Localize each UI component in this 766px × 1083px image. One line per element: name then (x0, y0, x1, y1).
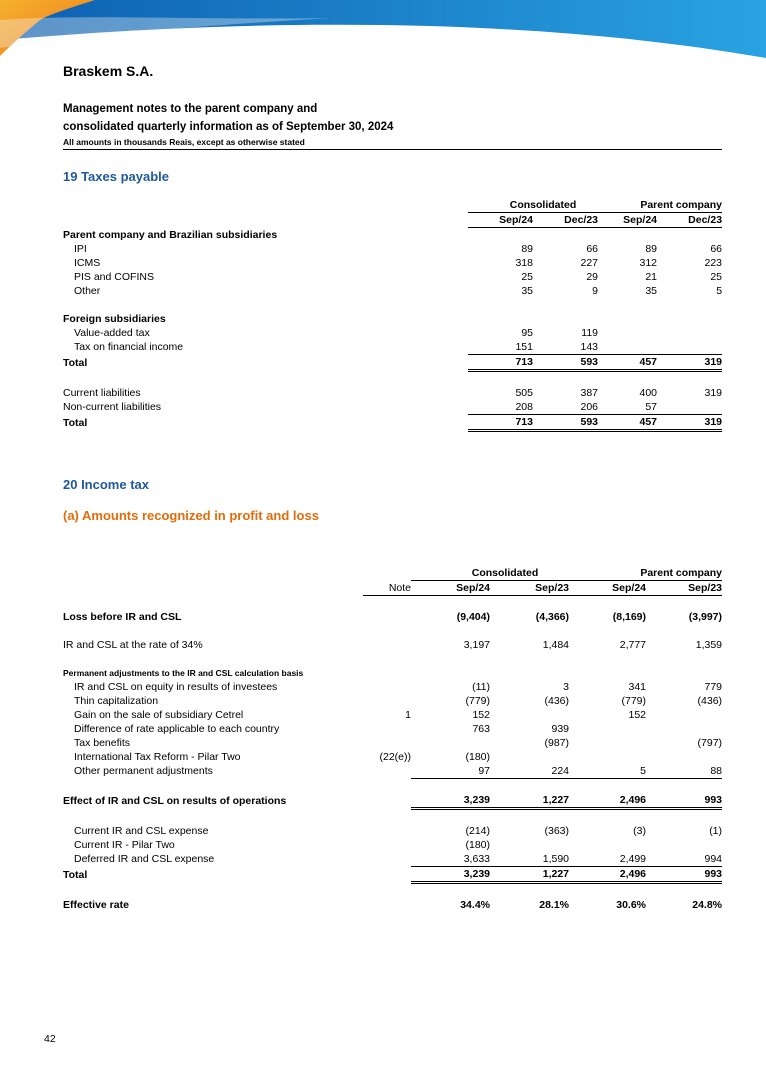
column-header: Dec/23 (533, 213, 598, 228)
section-20-title: 20 Income tax (63, 477, 149, 492)
table-row: Tax benefits (987) (797) (74, 737, 723, 749)
total-row: Total 713 593 457 319 (63, 356, 723, 369)
column-header: Sep/24 (468, 213, 533, 228)
table-row: Deferred IR and CSL expense 3,633 1,590 2,499 994 (74, 853, 723, 866)
table-row: Difference of rate applicable to each country 763 939 (74, 723, 570, 735)
header-divider (63, 149, 722, 150)
table-row: Tax on financial income 151 143 (63, 340, 722, 355)
amounts-note: All amounts in thousands Reais, except as otherwise stated (63, 137, 305, 147)
report-subtitle-line2: consolidated quarterly information as of September 30, 2024 (63, 121, 394, 133)
table-row: Other 35 9 35 5 (74, 285, 723, 297)
table-row: International Tax Reform - Pilar Two (22(e)) (180) (74, 751, 490, 763)
table-row: Value-added tax 95 119 (74, 327, 599, 339)
parent-group-header: Parent company (598, 198, 722, 213)
table-row: Current IR and CSL expense (214) (363) (3) (1) (74, 825, 723, 837)
table-row: IR and CSL on equity in results of investees (11) 3 341 779 (74, 681, 723, 693)
section-19-title: 19 Taxes payable (63, 169, 169, 184)
company-name: Braskem S.A. (63, 63, 154, 79)
total-row: Total 3,239 1,227 2,496 993 (63, 868, 723, 881)
column-header: Dec/23 (657, 213, 722, 228)
column-header: Sep/24 (569, 581, 646, 596)
table-row: Thin capitalization (779) (436) (779) (436) (74, 695, 723, 707)
effective-rate-row: Effective rate 34.4% 28.1% 30.6% 24.8% (63, 899, 723, 911)
permanent-adjustments-label: Permanent adjustments to the IR and CSL calculation basis (63, 668, 304, 678)
report-subtitle-line1: Management notes to the parent company and (63, 103, 318, 115)
table-row: Non-current liabilities 208 206 57 (63, 400, 722, 415)
table-row: IPI 89 66 89 66 (74, 243, 723, 255)
loss-row: Loss before IR and CSL (9,404) (4,366) (8,169) (3,997) (63, 611, 723, 623)
taxes-payable-table (63, 198, 722, 432)
consolidated-group-header: Consolidated (411, 566, 569, 581)
table-row: Current IR - Pilar Two (180) (74, 839, 490, 851)
rate-row: IR and CSL at the rate of 34% 3,197 1,484 2,777 1,359 (63, 639, 723, 651)
subsection-a-title: (a) Amounts recognized in profit and loss (63, 508, 319, 523)
note-column-header: Note (363, 581, 411, 596)
effect-row: Effect of IR and CSL on results of operations 3,239 1,227 2,496 993 (63, 794, 723, 807)
group-label: Parent company and Brazilian subsidiaries (63, 228, 278, 241)
header-banner (0, 0, 766, 62)
table-row: ICMS 318 227 312 223 (74, 257, 723, 269)
consolidated-group-header: Consolidated (468, 198, 598, 213)
group-label: Foreign subsidiaries (63, 313, 166, 325)
table-row: Current liabilities 505 387 400 319 (63, 387, 723, 399)
parent-group-header: Parent company (569, 566, 722, 581)
table-row: PIS and COFINS 25 29 21 25 (74, 271, 723, 283)
column-header: Sep/24 (598, 213, 657, 228)
column-header: Sep/24 (411, 581, 490, 596)
column-header: Sep/23 (646, 581, 722, 596)
total-row: Total 713 593 457 319 (63, 416, 723, 429)
income-tax-table (63, 566, 722, 912)
table-row: Gain on the sale of subsidiary Cetrel 1 152 152 (74, 709, 647, 721)
page-number: 42 (44, 1033, 56, 1045)
column-header: Sep/23 (490, 581, 569, 596)
table-row: Other permanent adjustments 97 224 5 88 (74, 765, 723, 778)
